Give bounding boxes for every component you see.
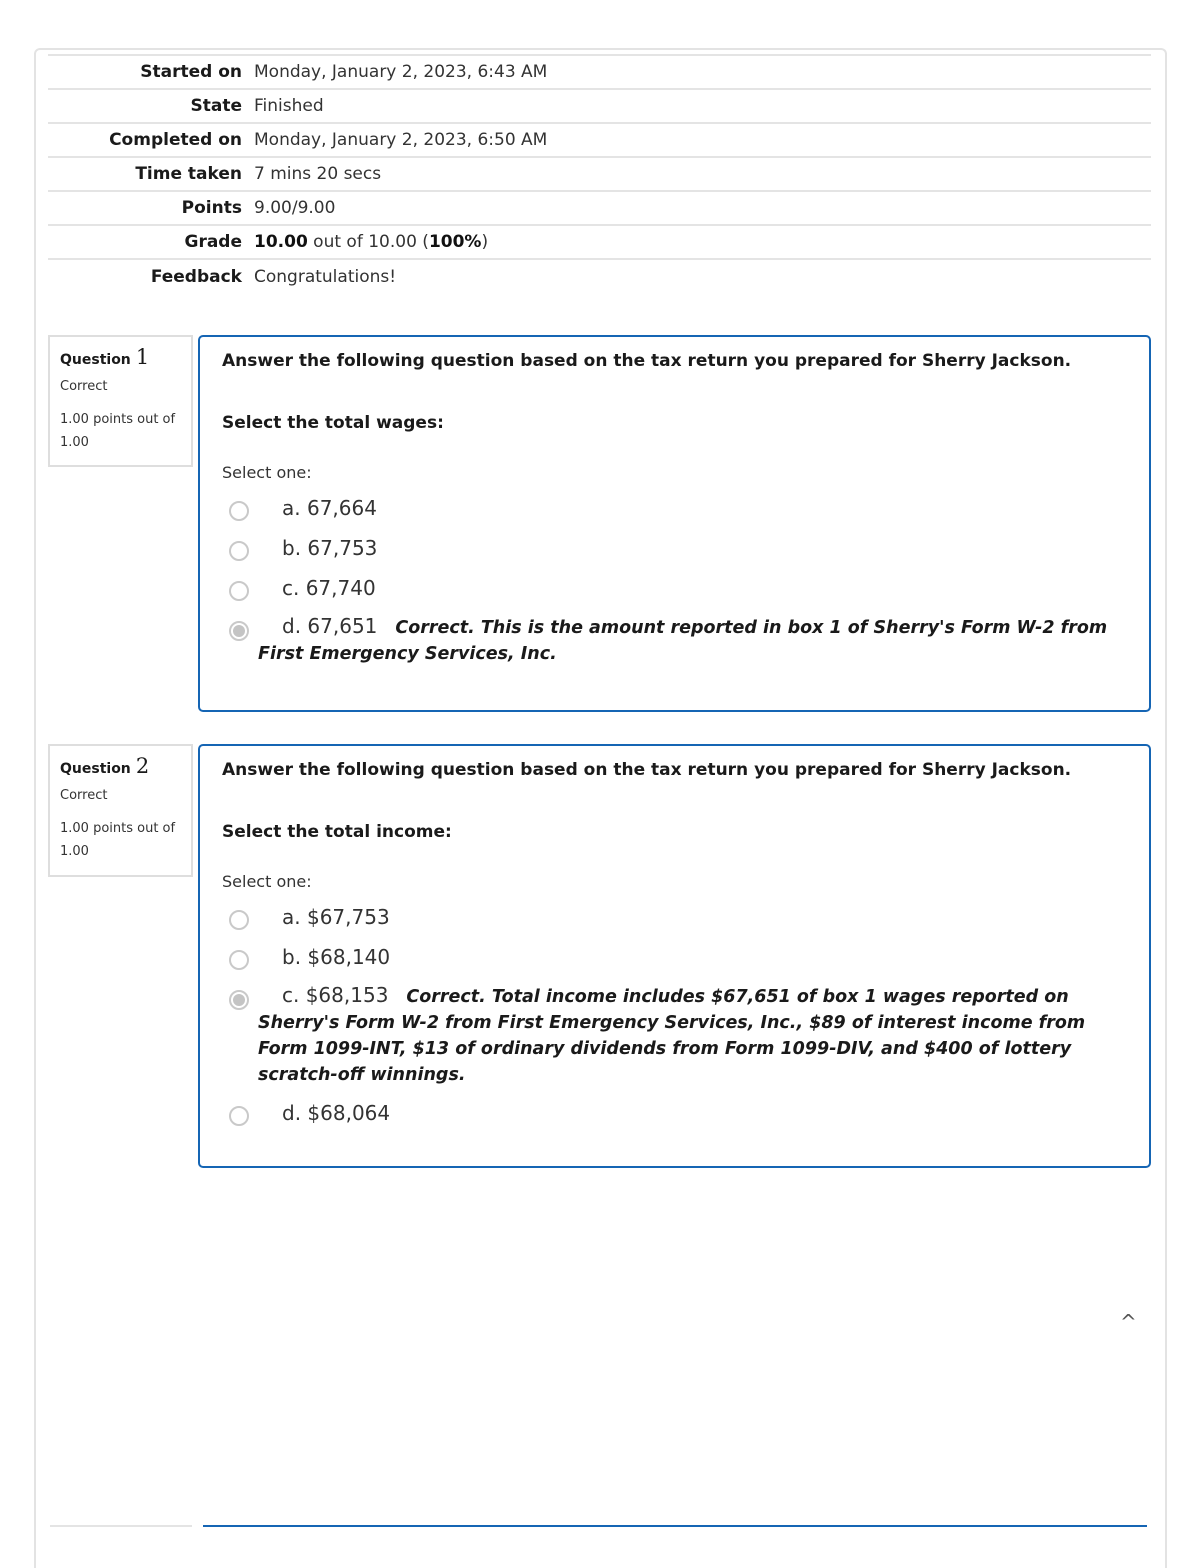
question-state: Correct <box>60 788 108 803</box>
radio-button[interactable] <box>229 581 249 601</box>
summary-label: Grade <box>48 225 254 259</box>
select-one-label: Select one: <box>222 463 312 482</box>
answer-option[interactable] <box>222 574 1125 602</box>
question-1-info <box>48 335 193 467</box>
question-number: 2 <box>135 754 150 778</box>
summary-value: Monday, January 2, 2023, 6:43 AM <box>254 55 1151 89</box>
radio-button-checked[interactable] <box>229 621 249 641</box>
summary-value: Congratulations! <box>254 259 1151 293</box>
grade-close: ) <box>481 232 489 252</box>
summary-row-completed-on <box>48 123 1151 157</box>
summary-value: 7 mins 20 secs <box>254 157 1151 191</box>
question-number-line <box>60 754 181 778</box>
summary-label: Feedback <box>48 259 254 293</box>
summary-row-time-taken <box>48 157 1151 191</box>
grade-value <box>254 225 1151 259</box>
question-1-content <box>198 335 1151 712</box>
next-question-content-edge <box>203 1525 1147 1527</box>
summary-row-started-on <box>48 55 1151 89</box>
option-label[interactable]: a. $67,753 <box>282 905 390 929</box>
radio-button[interactable] <box>229 1106 249 1126</box>
radio-button[interactable] <box>229 501 249 521</box>
question-grade: 1.00 points out of 1.00 <box>60 412 176 450</box>
scroll-to-top-icon[interactable]: ^ <box>1120 1310 1137 1334</box>
option-label[interactable]: b. $68,140 <box>282 945 391 969</box>
grade-out-of: out of 10.00 ( <box>307 232 429 252</box>
question-number-line <box>60 345 181 369</box>
option-label[interactable]: d. $68,064 <box>282 1101 391 1125</box>
question-text: Answer the following question based on the tax return you prepared for Sherry Jackson. <box>222 760 1072 780</box>
option-label[interactable]: c. $68,153 <box>282 983 389 1007</box>
question-prompt: Select the total income: <box>222 822 452 842</box>
summary-value: Monday, January 2, 2023, 6:50 AM <box>254 123 1151 157</box>
summary-label: Completed on <box>48 123 254 157</box>
answer-option[interactable] <box>222 943 1125 971</box>
summary-label: State <box>48 89 254 123</box>
question-number: 1 <box>135 345 150 369</box>
option-label[interactable]: b. 67,753 <box>282 536 378 560</box>
summary-value: 9.00/9.00 <box>254 191 1151 225</box>
summary-row-state <box>48 89 1151 123</box>
question-text: Answer the following question based on the tax return you prepared for Sherry Jackson. <box>222 351 1072 371</box>
option-feedback: Correct. Total income includes $67,651 of box 1 wages reported on Sherry's Form W-2 from First Emergency Services, Inc., $89 of interest income from Form 1099-INT, $13 of ordinary dividends from Form 1099-DIV, and $400 of lottery scratch-off winnings. <box>258 987 1086 1085</box>
answer-option-selected[interactable] <box>222 614 1125 666</box>
radio-button[interactable] <box>229 541 249 561</box>
answer-option[interactable] <box>222 534 1125 562</box>
answer-option[interactable] <box>222 494 1125 522</box>
question-label: Question <box>60 761 131 777</box>
radio-button-checked[interactable] <box>229 990 249 1010</box>
summary-row-grade <box>48 225 1151 259</box>
grade-score: 10.00 <box>254 232 308 252</box>
question-prompt: Select the total wages: <box>222 413 444 433</box>
option-label[interactable]: a. 67,664 <box>282 496 377 520</box>
summary-row-feedback <box>48 259 1151 293</box>
attempt-summary-table <box>48 54 1151 293</box>
answer-option[interactable] <box>222 903 1125 931</box>
summary-row-points <box>48 191 1151 225</box>
question-state: Correct <box>60 379 108 394</box>
answer-option-selected[interactable] <box>222 983 1125 1087</box>
next-question-info-edge <box>50 1525 192 1527</box>
radio-button[interactable] <box>229 910 249 930</box>
radio-button[interactable] <box>229 950 249 970</box>
summary-label: Time taken <box>48 157 254 191</box>
question-2-info <box>48 744 193 877</box>
option-label[interactable]: c. 67,740 <box>282 576 376 600</box>
summary-label: Started on <box>48 55 254 89</box>
summary-value: Finished <box>254 89 1151 123</box>
question-grade: 1.00 points out of 1.00 <box>60 821 176 859</box>
option-feedback: Correct. This is the amount reported in box 1 of Sherry's Form W-2 from First Emergency Services, Inc. <box>258 618 1108 664</box>
question-label: Question <box>60 352 131 368</box>
answer-option[interactable] <box>222 1099 1125 1127</box>
select-one-label: Select one: <box>222 872 312 891</box>
grade-percent: 100% <box>428 232 482 252</box>
option-label[interactable]: d. 67,651 <box>282 614 378 638</box>
question-2-content <box>198 744 1151 1168</box>
summary-label: Points <box>48 191 254 225</box>
